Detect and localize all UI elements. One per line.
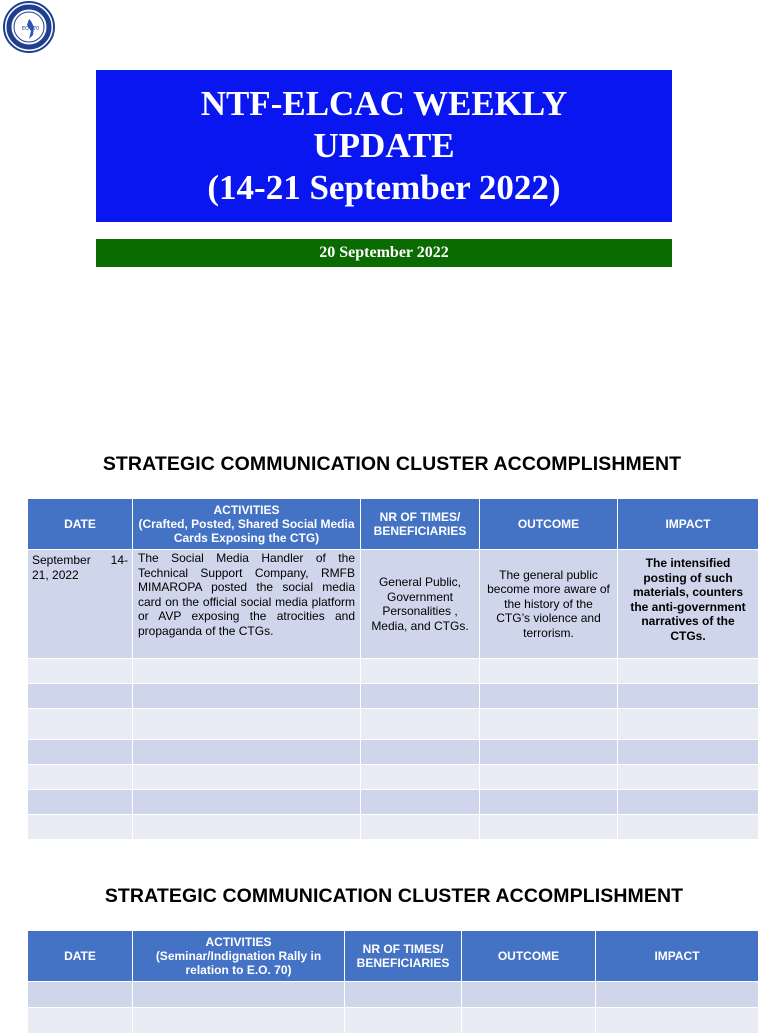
header-impact: IMPACT [618,499,759,550]
table-row-empty [28,790,759,815]
table-header-row [28,931,759,982]
table-row-empty [28,659,759,684]
header-outcome: OUTCOME [462,931,596,982]
header-nr: NR OF TIMES/ BENEFICIARIES [345,931,462,982]
row-activity: The Social Media Handler of the Technical Support Company, RMFB MIMAROPA posted the social media card on the official social media platform or AVP exposing the atrocities and propaganda of the CTGs. [133,550,361,659]
title-line-1: NTF-ELCAC WEEKLY [200,84,568,123]
header-activities [133,499,361,550]
header-activities-subtitle: (Crafted, Posted, Shared Social Media Cards Exposing the CTG) [138,517,355,545]
header-activities [133,931,345,982]
header-outcome: OUTCOME [480,499,618,550]
table-header-row [28,499,759,550]
header-nr: NR OF TIMES/ BENEFICIARIES [361,499,480,550]
seal-icon [3,1,55,53]
row-beneficiaries: General Public, Government Personalities , Media, and CTGs. [361,550,480,659]
table-row-empty [28,815,759,840]
section-2-heading: STRATEGIC COMMUNICATION CLUSTER ACCOMPLISHMENT [104,885,684,907]
table-row-empty [28,684,759,709]
accomplishment-table-1 [27,498,759,840]
title-banner [96,70,672,222]
table-row-empty [28,1008,759,1034]
section-1-heading: STRATEGIC COMMUNICATION CLUSTER ACCOMPLISHMENT [102,453,682,475]
date-bar: 20 September 2022 [96,239,672,267]
row-date: September 14-21, 2022 [28,550,133,659]
accomplishment-table-2 [27,930,759,1034]
table-row [28,550,759,659]
seal-logo [3,1,55,53]
header-date: DATE [28,499,133,550]
table-row-empty [28,709,759,740]
seal-text-left: EO [22,26,30,32]
seal-text-right: 70 [33,26,40,32]
header-activities-title: ACTIVITIES [213,503,280,517]
title-line-2: UPDATE [313,126,455,165]
table-row-empty [28,982,759,1008]
header-date: DATE [28,931,133,982]
header-activities-title: ACTIVITIES [205,935,272,949]
header-activities-subtitle: (Seminar/Indignation Rally in relation to E.O. 70) [155,949,322,977]
row-outcome: The general public become more aware of the history of the CTG’s violence and terrorism. [480,550,618,659]
header-impact: IMPACT [596,931,759,982]
title-line-3: (14-21 September 2022) [207,168,561,207]
table-row-empty [28,765,759,790]
row-impact: The intensified posting of such materials, counters the anti-government narratives of the CTGs. [618,550,759,659]
table-row-empty [28,740,759,765]
